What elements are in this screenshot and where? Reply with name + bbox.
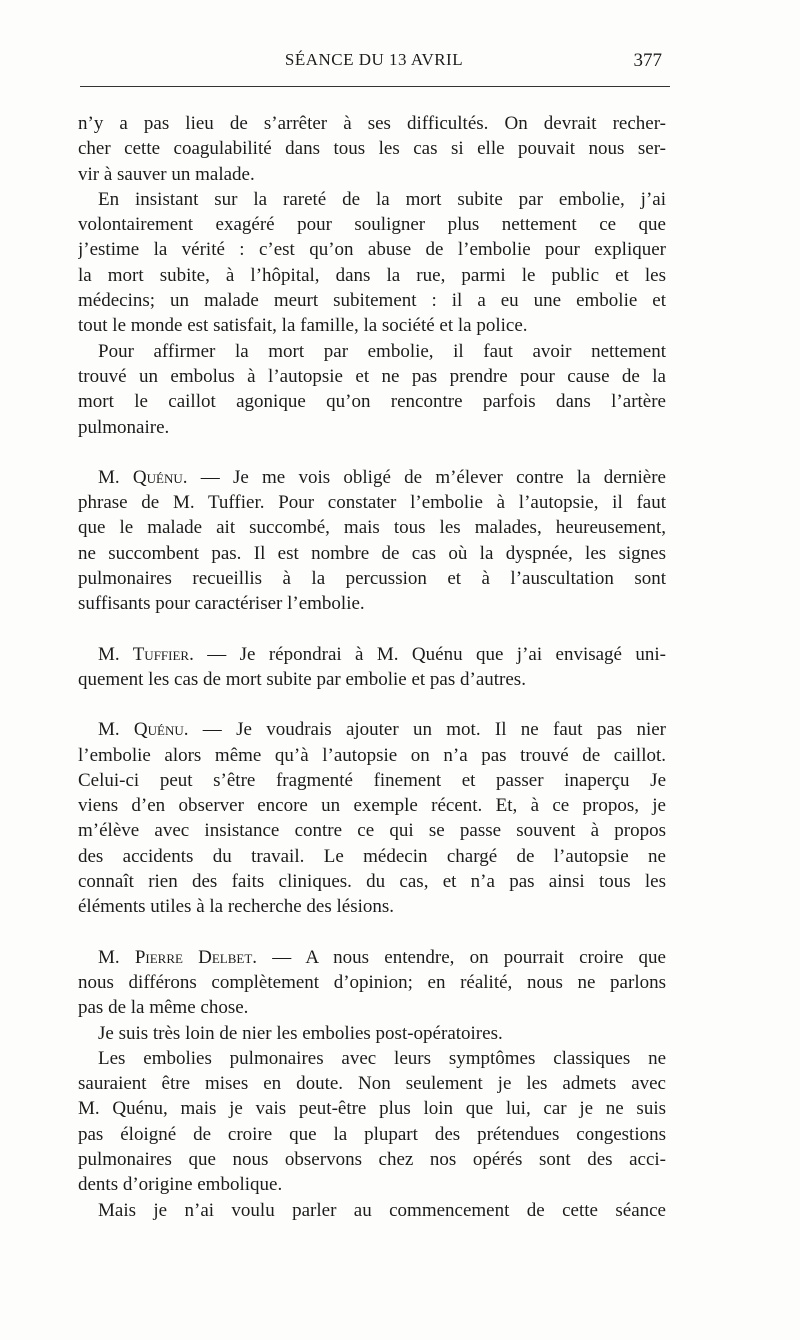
text-line: volontairement exagéré pour souligner plus nettement ce que — [78, 214, 666, 236]
text-line: dents d’origine embolique. — [78, 1174, 283, 1196]
text-line: quement les cas de mort subite par embolie et pas d’autres. — [78, 668, 526, 690]
text-line: que le malade ait succombé, mais tous les malades, heureusement, — [78, 517, 666, 539]
text-line: ne succombent pas. Il est nombre de cas où la dyspnée, les signes — [78, 542, 666, 564]
text-line: Je suis très loin de nier les embolies post-opératoires. — [98, 1022, 503, 1044]
text-line — [78, 945, 666, 970]
text-line: j’estime la vérité : c’est qu’on abuse de l’embolie pour expliquer — [78, 239, 666, 261]
text-line: Pour affirmer la mort par embolie, il faut avoir nettement — [98, 340, 666, 362]
text-line: éléments utiles à la recherche des lésions. — [78, 896, 395, 918]
speaker-paragraph — [78, 717, 666, 919]
text-line — [78, 717, 666, 742]
paragraph — [78, 1198, 666, 1223]
text-line: pas de la même chose. — [78, 997, 249, 1019]
paragraph-gap — [78, 617, 666, 642]
text-line: Les embolies pulmonaires avec leurs symptômes classiques ne — [98, 1047, 666, 1069]
text-line: vir à sauver un malade. — [78, 163, 255, 185]
text-line: cher cette coagulabilité dans tous les cas si elle pouvait nous ser- — [78, 138, 666, 160]
text-line: trouvé un embolus à l’autopsie et ne pas prendre pour cause de la — [78, 365, 666, 387]
text-line: connaît rien des faits cliniques. du cas, et n’a pas ainsi tous les — [78, 871, 666, 893]
paragraph — [78, 187, 666, 339]
text-line: pulmonaire. — [78, 416, 170, 438]
text-line — [78, 465, 666, 490]
text-line: pulmonaires recueillis à la percussion et à l’auscultation sont — [78, 568, 666, 590]
text-line: pas éloigné de croire que la plupart des prétendues congestions — [78, 1123, 666, 1145]
text-line: n’y a pas lieu de s’arrêter à ses difficultés. On devrait recher- — [78, 113, 666, 134]
text-line: suffisants pour caractériser l’embolie. — [78, 593, 365, 615]
text-line: mort le caillot agonique qu’on rencontre parfois dans l’artère — [78, 391, 666, 413]
text-line: En insistant sur la rareté de la mort subite par embolie, j’ai — [98, 188, 666, 210]
text-line: des accidents du travail. Le médecin chargé de l’autopsie ne — [78, 845, 666, 867]
paragraph-gap — [78, 440, 666, 465]
paragraph — [78, 339, 666, 440]
text-line: Mais je n’ai voulu parler au commencement de cette séance — [98, 1199, 666, 1221]
paragraph-gap — [78, 692, 666, 717]
speaker-name: M. Quénu. — [98, 719, 189, 741]
text-line: Celui-ci peut s’être fragmenté finement et passer inaperçu Je — [78, 769, 666, 791]
running-head: SÉANCE DU 13 AVRIL — [284, 50, 464, 69]
page-header — [78, 50, 670, 76]
text-line: phrase de M. Tuffier. Pour constater l’embolie à l’autopsie, il faut — [78, 492, 666, 514]
speaker-paragraph — [78, 465, 666, 617]
header-rule — [80, 86, 670, 87]
text-line: sauraient être mises en doute. Non seulement je les admets avec — [78, 1073, 666, 1095]
speech-text: — A nous entendre, on pourrait croire que — [257, 946, 666, 968]
text-line — [78, 642, 666, 667]
page-number: 377 — [633, 50, 662, 71]
paragraph-gap — [78, 920, 666, 945]
text-line: nous différons complètement d’opinion; en réalité, nous ne parlons — [78, 971, 666, 993]
speech-text: — Je répondrai à M. Quénu que j’ai envisagé uni- — [193, 643, 666, 665]
speaker-paragraph — [78, 945, 666, 1021]
speaker-name: M. Pierre Delbet. — [98, 946, 258, 968]
speaker-name: M. Quénu. — [98, 466, 188, 488]
text-line: viens d’en observer encore un exemple récent. Et, à ce propos, je — [78, 795, 666, 817]
text-line: médecins; un malade meurt subitement : il a eu une embolie et — [78, 290, 666, 312]
body-text — [78, 111, 666, 1223]
speech-text: — Je voudrais ajouter un mot. Il ne faut pas nier — [188, 719, 666, 741]
speaker-paragraph — [78, 642, 666, 693]
text-line: la mort subite, à l’hôpital, dans la rue, parmi le public et les — [78, 264, 666, 286]
paragraph — [78, 1046, 666, 1198]
text-line: l’embolie alors même qu’à l’autopsie on n’a pas trouvé de caillot. — [78, 744, 666, 766]
speech-text: — Je me vois obligé de m’élever contre la dernière — [187, 466, 666, 488]
text-line: m’élève avec insistance contre ce qui se passe souvent à propos — [78, 820, 666, 842]
speaker-name: M. Tuffier. — [98, 643, 194, 665]
text-line: tout le monde est satisfait, la famille, la société et la police. — [78, 315, 528, 337]
paragraph — [78, 111, 666, 187]
text-line: pulmonaires que nous observons chez nos opérés sont des acci- — [78, 1148, 666, 1170]
paragraph — [78, 1021, 666, 1046]
text-line: M. Quénu, mais je vais peut-être plus loin que lui, car je ne suis — [78, 1098, 666, 1120]
